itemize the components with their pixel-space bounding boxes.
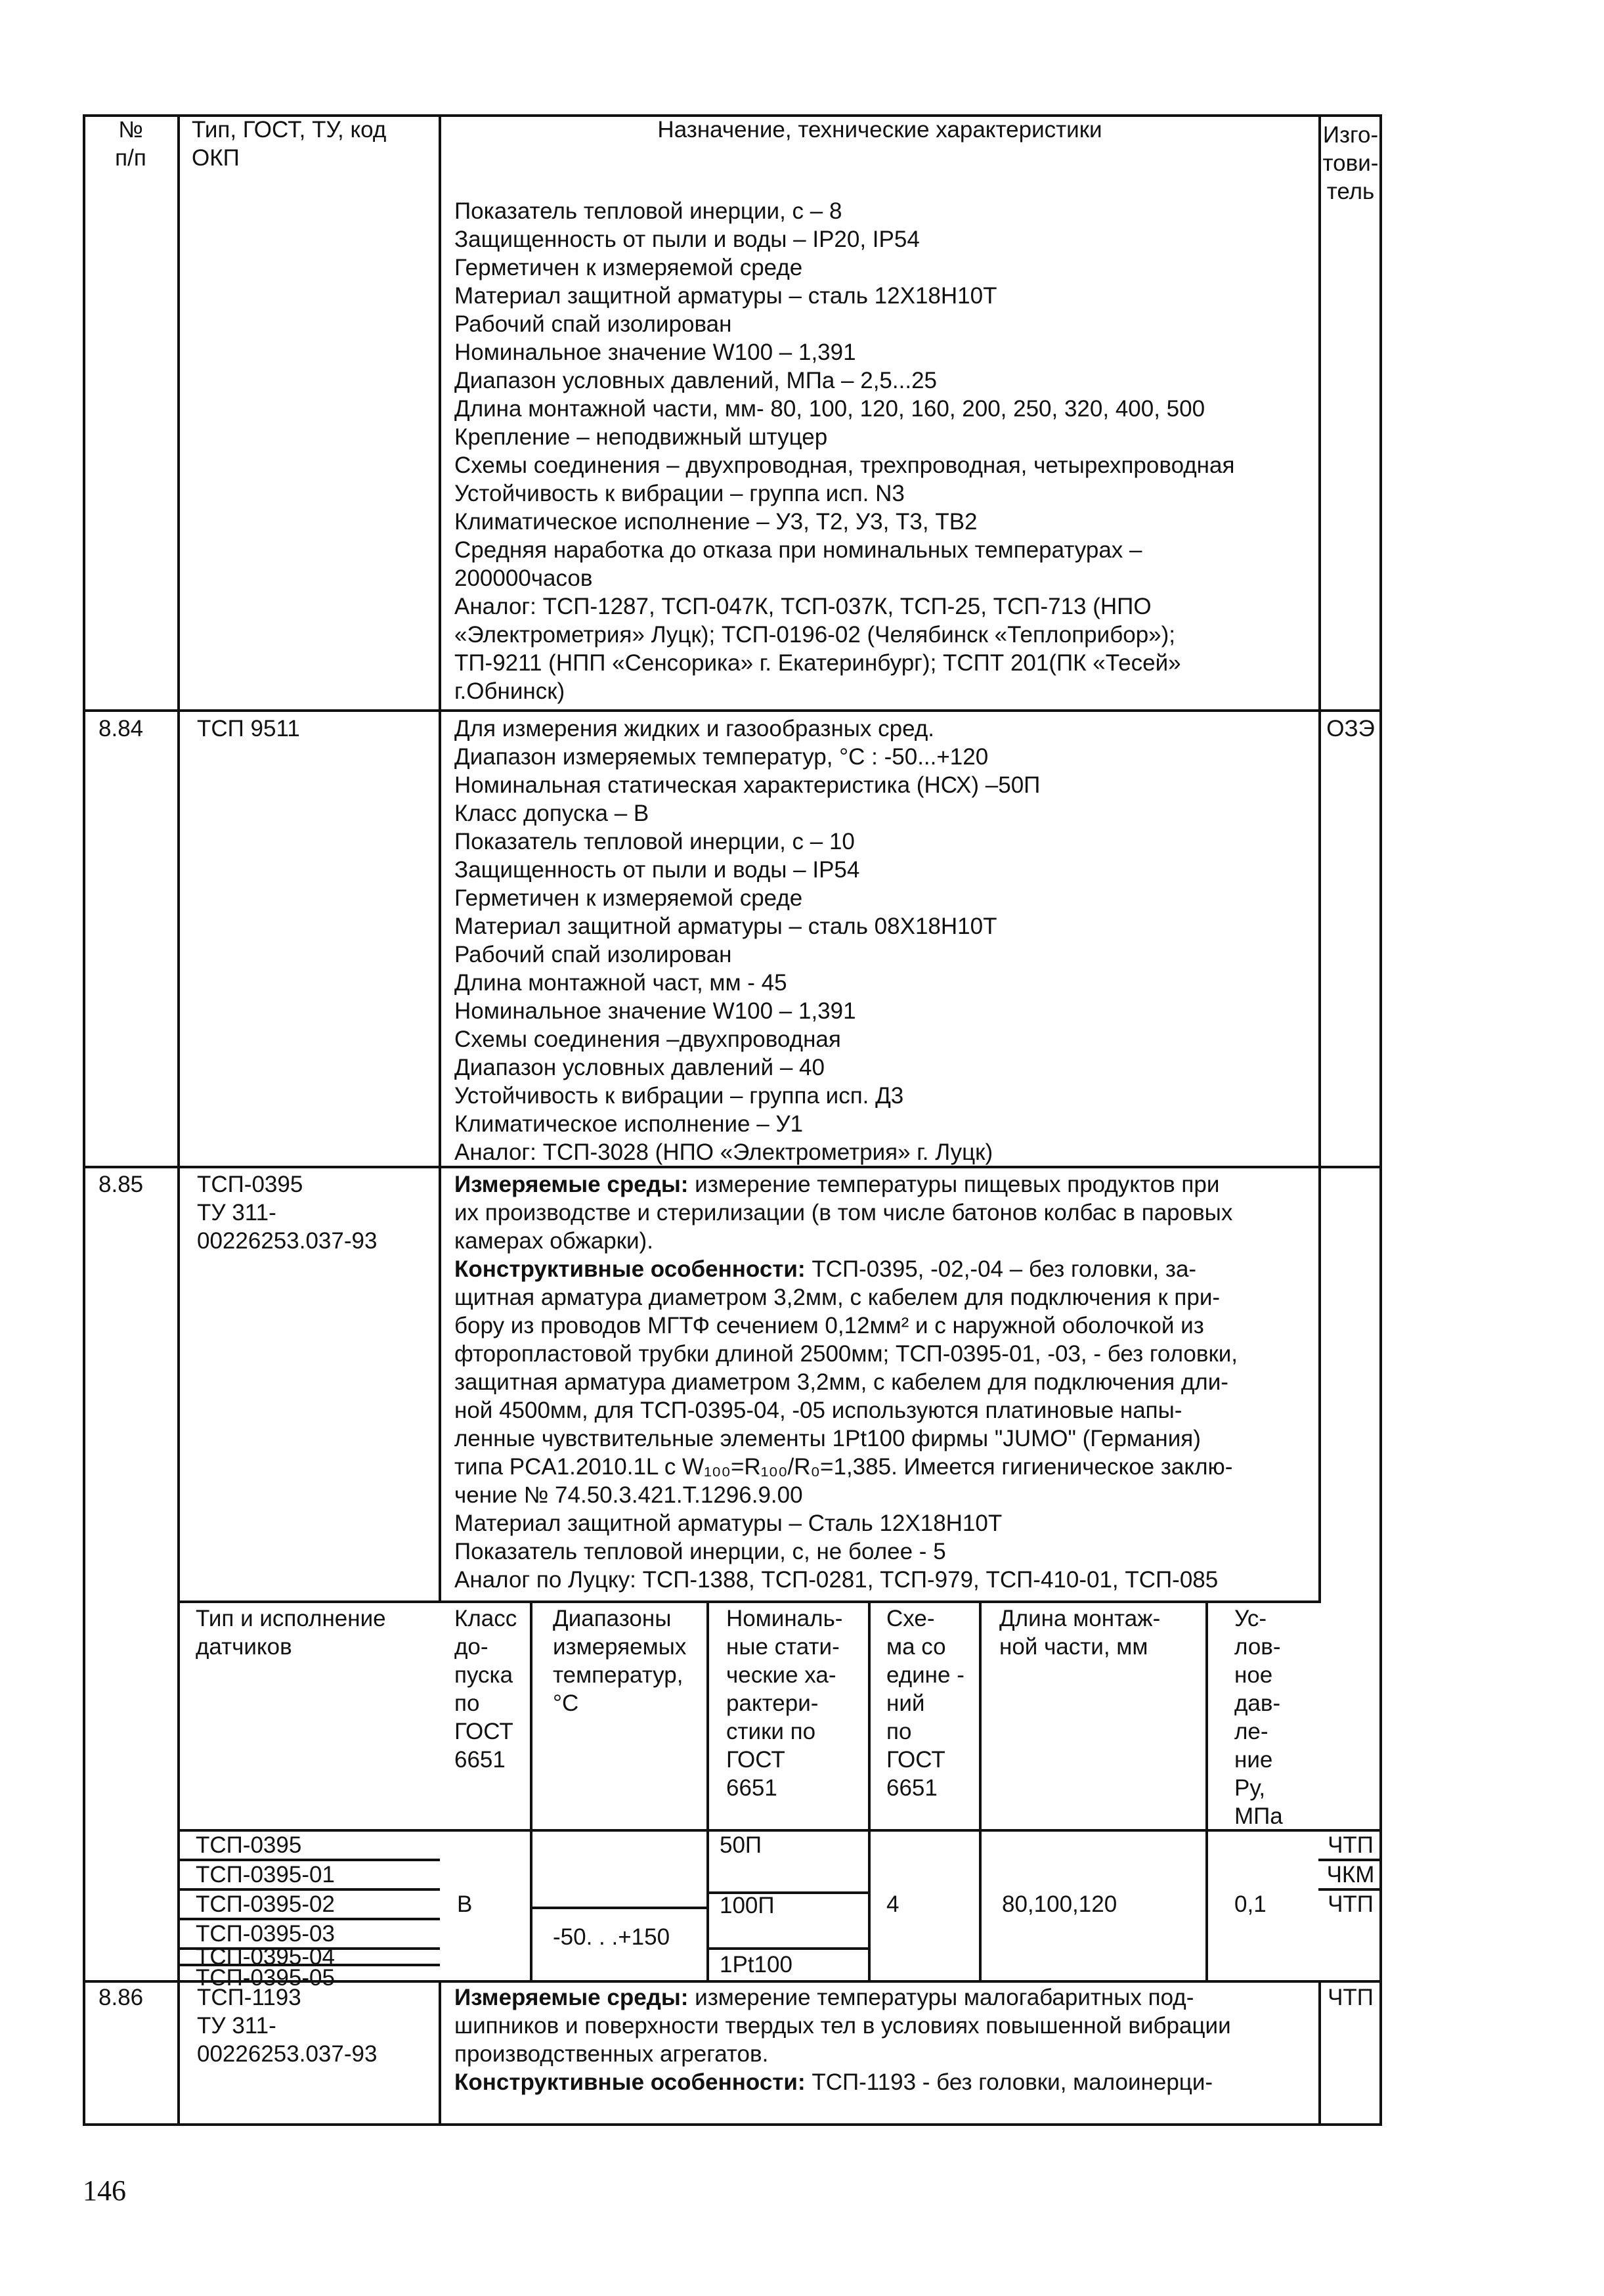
connection-scheme: 4 bbox=[886, 1891, 900, 1917]
sensor-type-cell: ТСП-0395-04 bbox=[196, 1944, 335, 1970]
nominal-pressure: 0,1 bbox=[1234, 1891, 1267, 1917]
sensor-type-cell: ТСП-0395-03 bbox=[196, 1921, 335, 1947]
label-design: Конструктивные особенности: bbox=[454, 1256, 806, 1282]
row-maker: ЧТП bbox=[1328, 1985, 1374, 2010]
sub-header-pressure: Ус- лов- ное дав- ле- ние Ру, МПа bbox=[1234, 1606, 1283, 1829]
label-media: Измеряемые среды: bbox=[454, 1172, 689, 1197]
header-maker: Изго- тови- тель bbox=[1322, 122, 1379, 204]
sub-header-length: Длина монтаж- ной части, мм bbox=[999, 1606, 1161, 1660]
label-media: Измеряемые среды: bbox=[454, 1985, 689, 2010]
row-type: ТСП-0395 ТУ 311- 00226253.037-93 bbox=[197, 1172, 378, 1254]
row-specs: Измеряемые среды: измерение температуры пищевых продуктов при их производстве и стерилизации (в том числе батонов колбас в паровых камерах обжарки). Конструктивные особенности: ТСП-0395, -02,-04 – без головки, за- щитная арматура диаметром 3,2мм, с кабелем для подключения к при- бору из проводов МГТФ сечением 0,12мм² и с наружной оболочкой из фторопластовой трубки длиной 2500мм; ТСП-0395-01, -03, - без головки, защитная арматура диаметром 3,2мм, с кабелем для подключения дли- ной 4500мм, для ТСП-0395-04, -05 используются платиновые напы- ленные чувствительные элементы 1Pt100 фирмы "JUMO" (Германия) типа PCA1.2010.1L с W₁₀₀=R₁₀₀/R₀=1,385. Имеется гигиеническое заклю- чение № 74.50.3.421.Т.1296.9.00 Материал защитной арматуры – Сталь 12Х18Н10Т Показатель тепловой инерции, с, не более - 5 Аналог по Луцку: ТСП-1388, ТСП-0281, ТСП-979, ТСП-410-01, ТСП-085 bbox=[454, 1172, 1238, 1593]
nsx-value: 50П bbox=[720, 1832, 762, 1858]
row-maker: ОЗЭ bbox=[1326, 716, 1375, 741]
sensor-type-cell: ТСП-0395 bbox=[196, 1832, 302, 1858]
row-specs: Для измерения жидких и газообразных сред. Диапазон измеряемых температур, °С : -50...+120 Номинальная статическая характеристика (НСХ) –50П Класс допуска – В Показатель тепловой инерции, с – 10 Защищенность от пыли и воды – IP54 Герметичен к измеряемой среде Материал защитной арматуры – сталь 08Х18Н10Т Рабочий спай изолирован Длина монтажной част, мм - 45 Номинальное значение W100 – 1,391 Схемы соединения –двухпроводная Диапазон условных давлений – 40 Устойчивость к вибрации – группа исп. Д3 Климатическое исполнение – У1 Аналог: ТСП-3028 (НПО «Электрометрия» г. Луцк) bbox=[454, 716, 1041, 1165]
temperature-range: -50. . .+150 bbox=[553, 1924, 670, 1950]
row-number: 8.85 bbox=[98, 1172, 144, 1197]
maker-cell: ЧТП bbox=[1328, 1832, 1374, 1858]
mounting-length: 80,100,120 bbox=[1002, 1891, 1117, 1917]
sensor-type-cell: ТСП-0395-05 bbox=[196, 1965, 335, 1991]
continued-specs: Показатель тепловой инерции, с – 8 Защищенность от пыли и воды – IP20, IP54 Герметичен к измеряемой среде Материал защитной арматуры – сталь 12Х18Н10Т Рабочий спай изолирован Номинальное значение W100 – 1,391 Диапазон условных давлений, МПа – 2,5...25 Длина монтажной части, мм- 80, 100, 120, 160, 200, 250, 320, 400, 500 Крепление – неподвижный штуцер Схемы соединения – двухпроводная, трехпроводная, четырехпроводная Устойчивость к вибрации – группа исп. N3 Климатическое исполнение – У3, Т2, У3, Т3, ТВ2 Средняя наработка до отказа при номинальных температурах – 200000часов Аналог: ТСП-1287, ТСП-047К, ТСП-037К, ТСП-25, ТСП-713 (НПО «Электрометрия» Луцк); ТСП-0196-02 (Челябинск «Теплоприбор»); ТП-9211 (НПП «Сенсорика» г. Екатеринбург); ТСПТ 201(ПК «Тесей» г.Обнинск) bbox=[454, 198, 1235, 704]
header-type: Тип, ГОСТ, ТУ, код ОКП bbox=[192, 117, 387, 171]
row-number: 8.86 bbox=[98, 1985, 144, 2010]
sub-header-class: Класс до- пуска по ГОСТ 6651 bbox=[454, 1606, 517, 1773]
tolerance-class: В bbox=[457, 1891, 473, 1917]
header-num: № п/п bbox=[115, 117, 146, 171]
sub-header-range: Диапазоны измеряемых температур, °С bbox=[553, 1606, 687, 1716]
row-number: 8.84 bbox=[98, 716, 144, 741]
label-design: Конструктивные особенности: bbox=[454, 2069, 806, 2095]
sub-header-type: Тип и исполнение датчиков bbox=[196, 1606, 386, 1660]
page-number: 146 bbox=[83, 2175, 126, 2207]
sensor-type-cell: ТСП-0395-01 bbox=[196, 1862, 335, 1888]
sensor-type-cell: ТСП-0395-02 bbox=[196, 1891, 335, 1917]
maker-cell: ЧКМ bbox=[1326, 1862, 1375, 1888]
sub-header-scheme: Схе- ма со едине - ний по ГОСТ 6651 bbox=[886, 1606, 965, 1801]
nsx-value: 100П bbox=[720, 1893, 775, 1918]
nsx-value: 1Pt100 bbox=[720, 1952, 792, 1977]
sub-header-nsx: Номиналь- ные стати- ческие ха- рактери- стики по ГОСТ 6651 bbox=[726, 1606, 843, 1801]
row-specs: Измеряемые среды: измерение температуры малогабаритных под- шипников и поверхности твердых тел в условиях повышенной вибрации производственных агрегатов. Конструктивные особенности: ТСП-1193 - без головки, малоинерци- bbox=[454, 1985, 1231, 2095]
maker-cell: ЧТП bbox=[1328, 1891, 1374, 1917]
row-type: ТСП-1193 ТУ 311- 00226253.037-93 bbox=[197, 1985, 378, 2067]
row-type: ТСП 9511 bbox=[197, 716, 300, 741]
header-purpose: Назначение, технические характеристики bbox=[657, 117, 1102, 143]
